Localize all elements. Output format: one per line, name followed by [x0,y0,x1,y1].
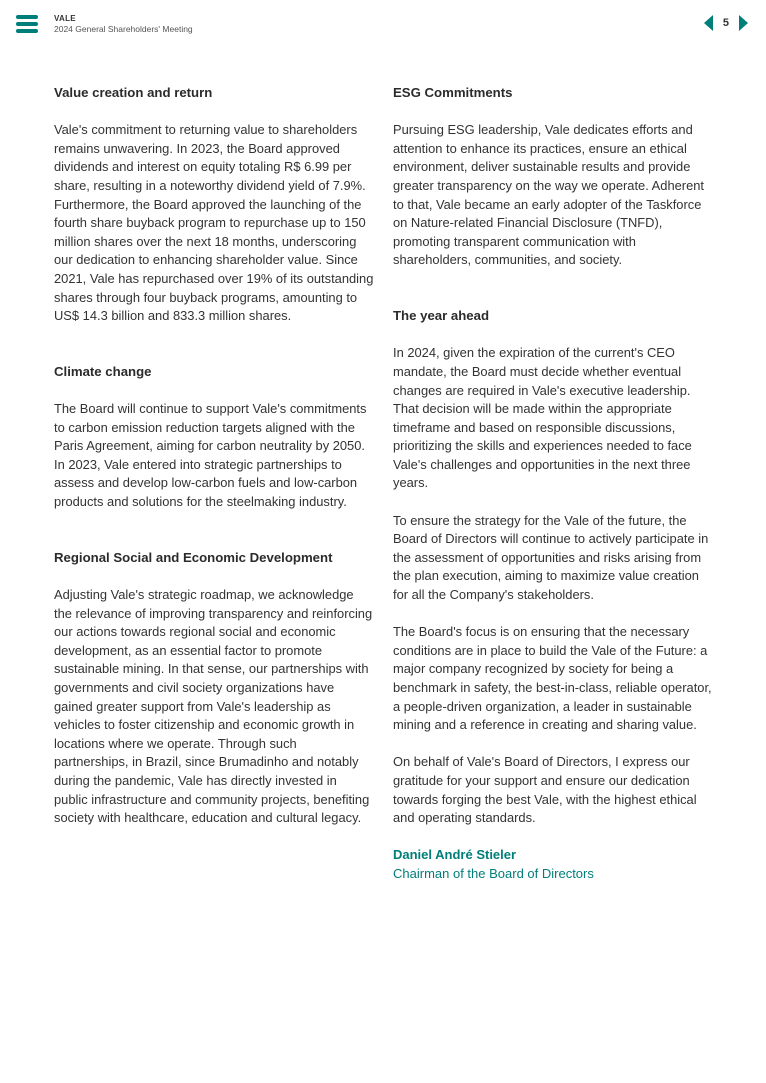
chevron-left-icon[interactable] [704,15,713,31]
section-paragraph: On behalf of Vale's Board of Directors, I express our gratitude for your support and ensure our dedication towards forging the best Vale, with the highest ethical and operating standards. [393,754,697,826]
page-header [0,0,766,46]
page-navigation [704,14,748,32]
section-heading: The year ahead [393,308,490,324]
brand [54,14,193,35]
signatory-name: Daniel André Stieler [393,847,517,863]
section-heading: Climate change [54,363,152,379]
section-paragraph: Adjusting Vale's strategic roadmap, we acknowledge the relevance of improving transparency and reinforcing our actions towards regional social and economic development, as an essential factor to promote sustainable mining. In that sense, our partnerships with governments and civil society organizations have gained greater support from Vale's leadership as vehicles to foster citizenship and economic growth in locations where we operate. Through such partnerships, in Brazil, since Brumadinho and notably during the pandemic, Vale has directly invested in public infrastructure and community projects, benefiting society with healthcare, education and cultural legacy. [54,587,373,826]
menu-icon[interactable] [16,15,38,32]
section-paragraph: The Board's focus is on ensuring that the necessary conditions are in place to build the Vale of the Future: a major company recognized by society for being a benchmark in safety, the best-in-class, reliable operator, a people-driven organization, a leader in sustainable mining and a reference in creating and sharing value. [393,624,712,733]
right-column [393,84,715,884]
brand-name: VALE [54,14,76,23]
section-heading: Value creation and return [54,85,213,100]
chevron-right-icon[interactable] [739,15,748,31]
section-heading: Regional Social and Economic Development [54,549,333,565]
signatory-title: Chairman of the Board of Directors [393,865,594,881]
section-paragraph: Pursuing ESG leadership, Vale dedicates efforts and attention to enhance its practices, ensure an ethical environment, deliver sustainable results and provide greater transparency on the way we operate. Adherent to that, Vale became an early adopter of the Taskforce on Nature-related Financial Disclosure (TNFD), promoting transparent communication with shareholders, communities, and society. [393,122,704,268]
section-paragraph: In 2024, given the expiration of the current's CEO mandate, the Board must decide whether eventual changes are required in Vale's executive leadership. That decision will be made within the appropriate timeframe and based on responsible discussions, prioritizing the skills and experiences needed to face Vale's challenges and opportunities in the next three years. [393,345,692,491]
document-subtitle: 2024 General Shareholders' Meeting [54,24,193,34]
page-number: 5 [722,17,729,29]
section-paragraph: Vale's commitment to returning value to shareholders remains unwavering. In 2023, the Board approved dividends and interest on equity totaling R$ 6.99 per share, resulting in a noteworthy dividend yield of 7.9%. Furthermore, the Board approved the launching of the fourth share buyback program to repurchase up to 150 million shares over the next 18 months, underscoring our dedication to enhancing shareholder value. Since 2021, Vale has repurchased over 19% of its outstanding shares through four buyback programs, amounting to US$ 14.3 billion and 833.3 million shares. [54,122,374,324]
section-heading: ESG Commitments [393,85,513,100]
section-paragraph: To ensure the strategy for the Vale of the future, the Board of Directors will continue to actively participate in the assessment of opportunities and risks arising from the plan execution, aiming to maximize value creation for all the Company's stakeholders. [393,512,709,603]
left-column [54,84,374,828]
section-paragraph: The Board will continue to support Vale's commitments to carbon emission reduction targets aligned with the Paris Agreement, aiming for carbon neutrality by 2050. In 2023, Vale entered into strategic partnerships to assess and develop low-carbon fuels and low-carbon products and solutions for the steelmaking industry. [54,401,367,510]
